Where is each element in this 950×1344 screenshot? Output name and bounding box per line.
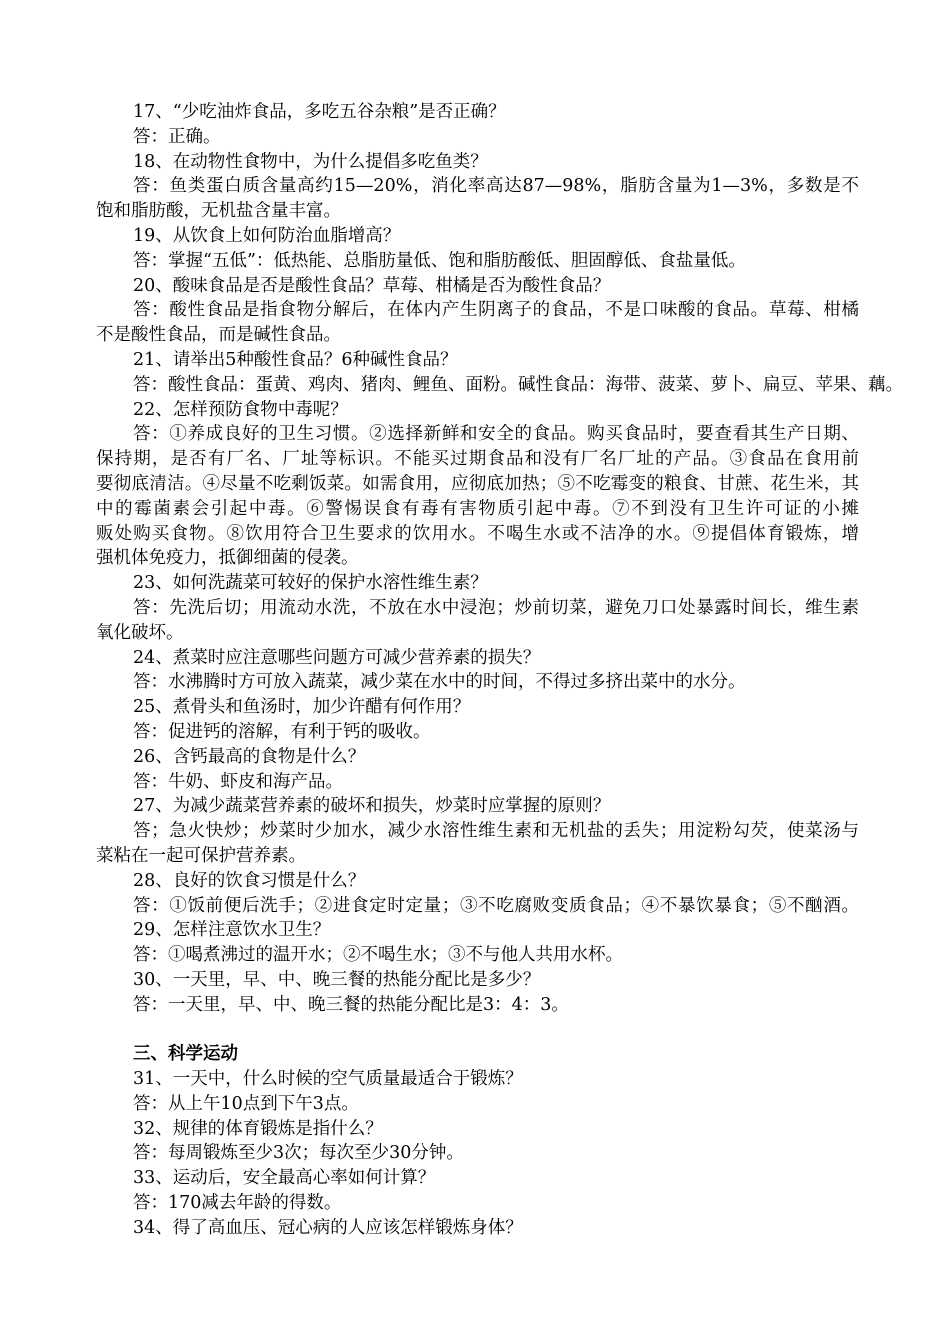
answer-line: 答：牛奶、虾皮和海产品。: [133, 771, 343, 792]
answer-line: 答：正确。: [133, 126, 221, 147]
answer-line: 答：170减去年龄的得数。: [133, 1193, 342, 1214]
question-line: 23、如何洗蔬菜可较好的保护水溶性维生素？: [133, 573, 488, 594]
answer-line: 答：先洗后切；用流动水洗，不放在水中浸泡；炒前切菜，避免刀口处暴露时间长，维生素: [133, 597, 859, 618]
text-line: 不是酸性食品，而是碱性食品。: [96, 325, 341, 346]
answer-line: 答：掌握“五低”：低热能、总脂肪量低、饱和脂肪酸低、胆固醇低、食盐量低。: [133, 250, 746, 271]
answer-line: 答：从上午10点到下午3点。: [133, 1093, 359, 1114]
answer-line: 答：鱼类蛋白质含量高约15—20%，消化率高达87—98%，脂肪含量为1—3%，多数是不: [133, 176, 859, 197]
text-line: 要彻底清洁。④尽量不吃剩饭菜。如需食用，应彻底加热；⑤不吃霉变的粮食、甘蔗、花生米，其: [96, 473, 859, 494]
blank-line: [96, 1017, 950, 1042]
document-page: [0, 100, 950, 1241]
answer-line: 答：①饭前便后洗手；②进食定时定量；③不吃腐败变质食品；④不暴饮暴食；⑤不酗酒。: [133, 895, 859, 916]
question-line: 28、良好的饮食习惯是什么？: [133, 870, 366, 891]
question-line: 26、含钙最高的食物是什么？: [133, 746, 366, 767]
question-line: 29、怎样注意饮水卫生？: [133, 920, 331, 941]
text-line: 饱和脂肪酸，无机盐含量丰富。: [96, 201, 341, 222]
question-line: 20、酸味食品是否是酸性食品？草莓、柑橘是否为酸性食品？: [133, 275, 611, 296]
answer-line: 答：①养成良好的卫生习惯。②选择新鲜和安全的食品。购买食品时，要查看其生产日期、: [133, 424, 859, 445]
text-line: 中的霉菌素会引起中毒。⑥警惕误食有毒有害物质引起中毒。⑦不到没有卫生许可证的小摊: [96, 498, 859, 519]
section-heading: 三、科学运动: [133, 1044, 238, 1065]
text-line: 菜粘在一起可保护营养素。: [96, 845, 306, 866]
question-line: 19、从饮食上如何防治血脂增高？: [133, 225, 401, 246]
question-line: 34、得了高血压、冠心病的人应该怎样锻炼身体？: [133, 1217, 523, 1238]
answer-line: 答：一天里，早、中、晚三餐的热能分配比是3：4：3。: [133, 994, 569, 1015]
question-line: 30、一天里，早、中、晚三餐的热能分配比是多少？: [133, 969, 541, 990]
answer-line: 答：促进钙的溶解，有利于钙的吸收。: [133, 721, 431, 742]
question-line: 24、煮菜时应注意哪些问题方可减少营养素的损失？: [133, 647, 541, 668]
question-line: 31、一天中，什么时候的空气质量最适合于锻炼？: [133, 1069, 523, 1090]
answer-line: 答：水沸腾时方可放入蔬菜，减少菜在水中的时间，不得过多挤出菜中的水分。: [133, 672, 746, 693]
answer-line: 答：酸性食品是指食物分解后，在体内产生阴离子的食品，不是口味酸的食品。草莓、柑橘: [133, 300, 859, 321]
answer-line: 答：酸性食品：蛋黄、鸡肉、猪肉、鲤鱼、面粉。碱性食品：海带、菠菜、萝卜、扁豆、苹果、藕。: [133, 374, 903, 395]
text-line: 贩处购买食物。⑧饮用符合卫生要求的饮用水。不喝生水或不洁净的水。⑨提倡体育锻炼，增: [96, 523, 859, 544]
answer-line: 答：每周锻炼至少3次；每次至少30分钟。: [133, 1143, 464, 1164]
text-line: 氧化破坏。: [96, 622, 184, 643]
question-line: 27、为减少蔬菜营养素的破坏和损失，炒菜时应掌握的原则？: [133, 796, 611, 817]
answer-line: 答；急火快炒；炒菜时少加水，减少水溶性维生素和无机盐的丢失；用淀粉勾芡，使菜汤与: [133, 821, 859, 842]
question-line: 25、煮骨头和鱼汤时，加少许醋有何作用？: [133, 697, 471, 718]
answer-line: 答：①喝煮沸过的温开水；②不喝生水；③不与他人共用水杯。: [133, 945, 623, 966]
text-line: 保持期，是否有厂名、厂址等标识。不能买过期食品和没有厂名厂址的产品。③食品在食用前: [96, 449, 859, 470]
text-line: 强机体免疫力，抵御细菌的侵袭。: [96, 548, 359, 569]
question-line: 18、在动物性食物中，为什么提倡多吃鱼类？: [133, 151, 488, 172]
question-line: 33、运动后，安全最高心率如何计算？: [133, 1168, 436, 1189]
question-line: 21、请举出5种酸性食品？6种碱性食品？: [133, 349, 458, 370]
question-line: 32、规律的体育锻炼是指什么？: [133, 1118, 383, 1139]
question-line: 22、怎样预防食物中毒呢？: [133, 399, 348, 420]
question-line: 17、“少吃油炸食品，多吃五谷杂粮”是否正确？: [133, 102, 506, 122]
